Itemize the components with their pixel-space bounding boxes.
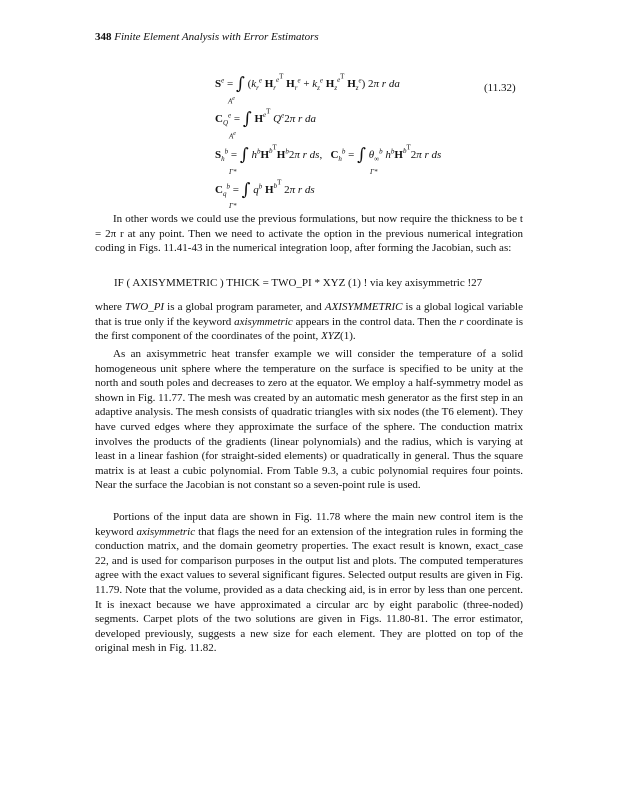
limit-gamma-2: Γ* [370, 168, 378, 176]
paragraph-3: As an axisymmetric heat transfer example we will consider the temperature of a solid homogeneous unit sphere where the temperature on the surface is specified to be unity at the north and south poles and decreases to zero at the equator. We employ a half-symmetry model as shown in Fig. 11.77. The mesh was created by an automatic mesh generator as the first step in an adaptive analysis. The mesh consists of quadratic triangles with six nodes (the T6 element). They have curved edges where they approximate the surface of the sphere. The conduction matrix involves the products of the gradients (linear polynomials) and the radius, which is varying at least in a linear fashion (for straight-sided elements) or quadratically in general. Thus the square matrix is at least a cubic polynomial. From Table 9.3, a cubic polynomial requires four points. Near the surface the Jacobian is not constant so a seven-point rule is used. [95, 348, 523, 492]
code-line: IF ( AXISYMMETRIC ) THICK = TWO_PI * XYZ (1) ! via key axisymmetric !27 [114, 277, 483, 289]
limit-gamma-3: Γ* [229, 202, 237, 210]
limit-area-1: $A^e$ [228, 96, 235, 106]
limit-gamma-1: Γ* [229, 168, 237, 176]
equation-number: (11.32) [484, 82, 516, 94]
equation-sh-ch: $S_h^b$ = ∫ $h^bH^{b^T}H^b2\pi$ r ds, $C_h^b$ = ∫ $\theta_\infty^b$ $h^bH^{b^T}2\pi$ r ds [215, 144, 442, 165]
paragraph-1: In other words we could use the previous formulations, but now require the thickness to be t = 2π r at any point. Then we need to activate the option in the previous numerical integration coding in Figs. 11.41-43 in the numerical integration loop, after forming the Jacobian, such as: [95, 213, 523, 255]
equation-s-e: $S^e$ = ∫ ($k_r^e$ $H_r^{e^T}$ $H_r^e + k_z^e$ $H_z^{e^T}$ $H_z^e$) 2π r da [215, 73, 400, 94]
equation-cq-e: $C_Q^e$ = ∫ $H^{e^T}$ $Q^e2\pi$ r da [215, 108, 317, 129]
running-title: Finite Element Analysis with Error Estimators [114, 31, 319, 43]
page-number: 348 [95, 31, 112, 43]
paragraph-2: where TWO_PI is a global program parameter, and AXISYMMETRIC is a global logical variable that is true only if the keyword axisymmetric appears in the control data. Then the r coordinate is the first component of the coordinates of the point, XYZ(1). [95, 301, 523, 343]
running-head [95, 31, 319, 43]
limit-area-2: $A^e$ [229, 131, 236, 141]
paragraph-4: Portions of the input data are shown in Fig. 11.78 where the main new control item is the keyword axisymmetric that flags the need for an extension of the integration rules in forming the conduction matrix, and the domain geometry properties. The exact result is known, exact_case 22, and is used for comparison purposes in the output list and plots. The computed temperatures agree with the exact values to several significant figures. Selected output results are given in Fig. 11.79. Note that the volume, provided as a data checking aid, is in error by less than one percent. It is inexact because we have approximated a circular arc by eight parabolic (three-noded) segments. Carpet plots of the two solutions are given in Figs. 11.80-81. The error estimator, developed previously, suggests a new size for each element. They are plotted on top of the original mesh in Fig. 11.82. [95, 511, 523, 655]
equation-cq-b: $C_q^b$ = ∫ $q^b$ $H^{b^T}$ 2π r ds [215, 179, 315, 200]
